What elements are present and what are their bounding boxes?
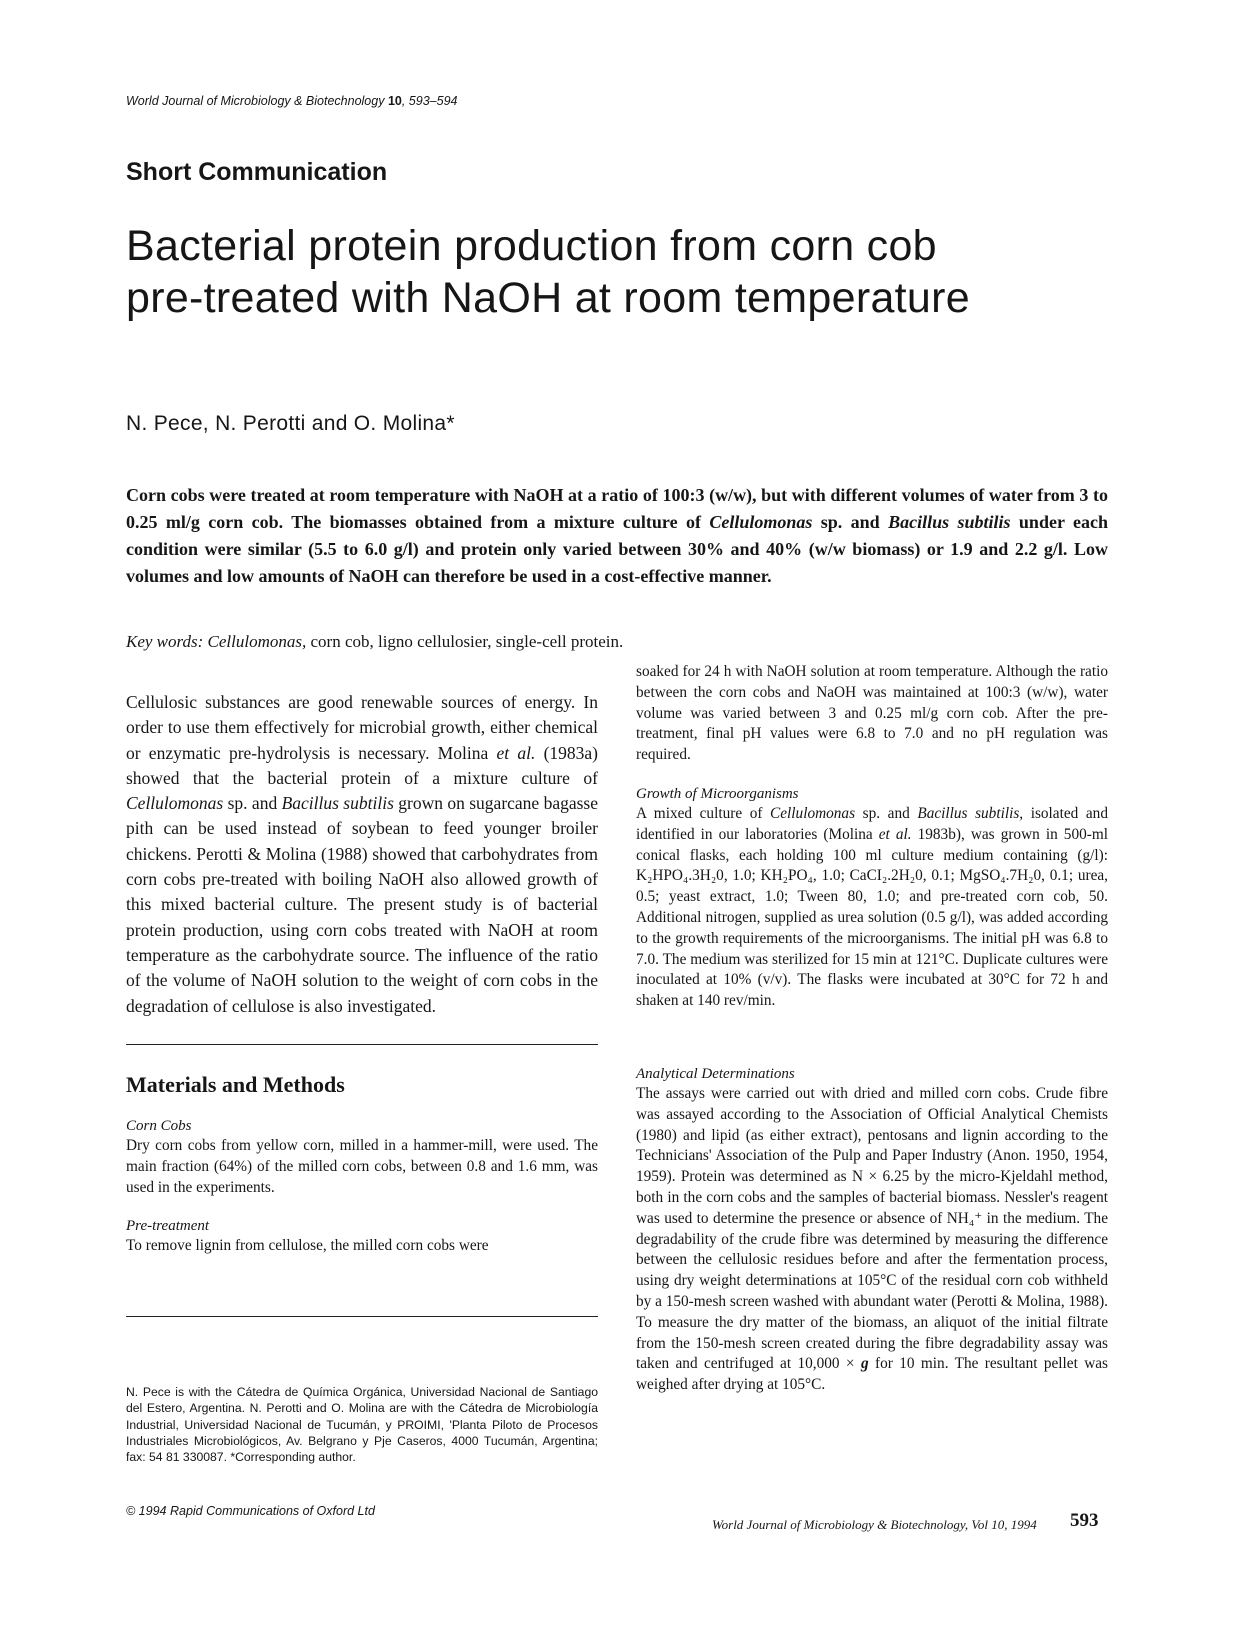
keywords-label: Key words: (126, 632, 204, 651)
article-title (126, 220, 1136, 324)
intro-italic: et al. (496, 742, 536, 763)
intro-text: sp. and (223, 793, 282, 814)
title-line-2: pre-treated with NaOH at room temperature (126, 274, 970, 322)
footer-journal: World Journal of Microbiology & Biotechnology, Vol 10, 1994 (712, 1517, 1037, 1532)
keywords (126, 632, 1108, 652)
abstract-italic: Bacillus subtilis (888, 512, 1011, 532)
intro-italic: Bacillus subtilis (281, 793, 394, 814)
intro-text: (1983a) showed that the bacterial protein of a mixture culture of (126, 742, 598, 788)
pretreatment-heading: Pre-treatment (126, 1218, 210, 1234)
abstract-italic: Cellulomonas (709, 512, 813, 532)
corn-cobs-heading: Corn Cobs (126, 1118, 192, 1134)
intro-text: Cellulosic substances are good renewable sources of energy. In order to use them effectively for microbial growth, either chemical or enzymatic pre-hydrolysis is necessary. Molina (126, 692, 598, 763)
pretreatment-text: To remove lignin from cellulose, the milled corn cobs were (126, 1237, 489, 1254)
abstract-text: Corn cobs were treated at room temperature with NaOH at a ratio of 100:3 (w/w), but with different volumes of water from 3 to 0.25 ml/g corn cob. The biomasses obtained from a mixture culture of (126, 485, 1108, 532)
corn-cobs-text: Dry corn cobs from yellow corn, milled in a hammer-mill, were used. The main fraction (64%) of the milled corn cobs, between 0.8 and 1.6 mm, was used in the experiments. (126, 1137, 598, 1196)
footnote-divider (126, 1316, 598, 1317)
intro-italic: Cellulomonas (126, 793, 224, 814)
abstract-text: under each condition were similar (5.5 to 6.0 g/l) and protein only varied between 30% and 40% (w/w biomass) or 1.9 and 2.2 g/l. Low volumes and low amounts of NaOH can therefore be used in a cost-effective manner. (126, 512, 1108, 586)
article-type: Short Communication (126, 158, 388, 186)
title-line-1: Bacterial protein production from corn cob (126, 222, 937, 270)
abstract-text: sp. and (812, 512, 889, 532)
growth-span: A mixed culture of (636, 805, 771, 822)
analytical-italic: g (860, 1355, 869, 1373)
growth-span: 1983b), was grown in 500-ml conical flasks, each holding 100 ml culture medium containing (g/l): K₂HPO₄.3H₂0, 1.0; KH₂PO₄, 1.0; CaCI₂.2H₂0, 0.1; MgSO₄.7H₂0, 0.1; urea, 0.5; yeast extract, 1.0; Tween 80, 1.0; and pre-treated corn cob, 50. Additional nitrogen, supplied as urea solution (0.5 g/l), was added according to the growth requirements of the microorganisms. The initial pH was 6.8 to 7.0. The medium was sterilized for 15 min at 121°C. Duplicate cultures were inoculated at 10% (v/v). The flasks were incubated at 30°C for 72 h and shaken at 140 rev/min. (636, 825, 1108, 1010)
copyright: © 1994 Rapid Communications of Oxford Ltd (126, 1504, 375, 1518)
intro-text: grown on sugarcane bagasse pith can be used instead of soybean to feed younger broiler chickens. Perotti & Molina (1988) showed that carbohydrates from corn cobs pre-treated with boiling NaOH also allowed growth of this mixed bacterial culture. The present study is of bacterial protein production, using corn cobs treated with NaOH at room temperature as the carbohydrate source. The influence of the ratio of the volume of NaOH solution to the weight of corn cobs in the degradation of cellulose is also investigated. (126, 793, 598, 1016)
growth-span: isolated and identified in our laboratories (Molina (636, 805, 1108, 843)
journal-name: World Journal of Microbiology & Biotechnology (126, 94, 385, 108)
journal-pages: , 593–594 (401, 94, 458, 108)
growth-span: sp. and (855, 805, 918, 822)
authors: N. Pece, N. Perotti and O. Molina* (126, 412, 455, 435)
keyword-italic: Cellulomonas, (207, 632, 307, 651)
analytical-span: for 10 min. The resultant pellet was weighed after drying at 105°C. (636, 1355, 1109, 1394)
keywords-text: corn cob, ligno cellulosier, single-cell protein. (306, 632, 624, 651)
analytical-text (636, 1084, 1108, 1396)
intro-paragraph (126, 690, 598, 1019)
journal-header (126, 94, 457, 108)
analytical-heading: Analytical Determinations (636, 1066, 795, 1082)
methods-heading: Materials and Methods (126, 1072, 345, 1097)
growth-italic: Bacillus subtilis, (917, 805, 1024, 822)
affiliation-footnote: N. Pece is with the Cátedra de Química Orgánica, Universidad Nacional de Santiago del Estero, Argentina. N. Perotti and O. Molina are with the Cátedra de Microbiología Industrial, Universidad Nacional de Tucumán, y PROIMI, 'Planta Piloto de Procesos Industriales Microbiológicos, Av. Belgrano y Pje Caseros, 4000 Tucumán, Argentina; fax: 54 81 330087. *Corresponding author. (126, 1385, 598, 1465)
journal-volume: 10 (387, 94, 402, 108)
abstract (126, 482, 1108, 590)
growth-italic: et al. (878, 825, 912, 843)
section-divider (126, 1044, 598, 1045)
growth-text (636, 804, 1108, 1012)
growth-heading: Growth of Microorganisms (636, 786, 799, 802)
page-number: 593 (1070, 1510, 1099, 1531)
growth-italic: Cellulomonas (770, 805, 856, 822)
analytical-span: The assays were carried out with dried and milled corn cobs. Crude fibre was assayed according to the Association of Official Analytical Chemists (1980) and lipid (as either extract), pentosans and lignin according to the Technicians' Association of the Pulp and Paper Industry (Anon. 1950, 1954, 1959). Protein was determined as N × 6.25 by the micro-Kjeldahl method, both in the corn cobs and the samples of bacterial biomass. Nessler's reagent was used to determine the presence or absence of NH₄⁺ in the medium. The degradability of the crude fibre was determined by measuring the difference between the cellulosic residues before and after the fermentation process, using dry weight determinations at 105°C of the residual corn cob withheld by a 150-mesh screen washed with abundant water (Perotti & Molina, 1988). To measure the dry matter of the biomass, an aliquot of the initial filtrate from the 150-mesh screen created during the fibre degradability assay was taken and centrifuged at 10,000 × (636, 1085, 1108, 1373)
pretreatment-continued: soaked for 24 h with NaOH solution at room temperature. Although the ratio between the corn cobs and NaOH was maintained at 100:3 (w/w), water volume was varied between 3 and 0.25 ml/g corn cob. After the pre-treatment, final pH values were 6.8 to 7.0 and no pH regulation was required. (636, 663, 1108, 764)
